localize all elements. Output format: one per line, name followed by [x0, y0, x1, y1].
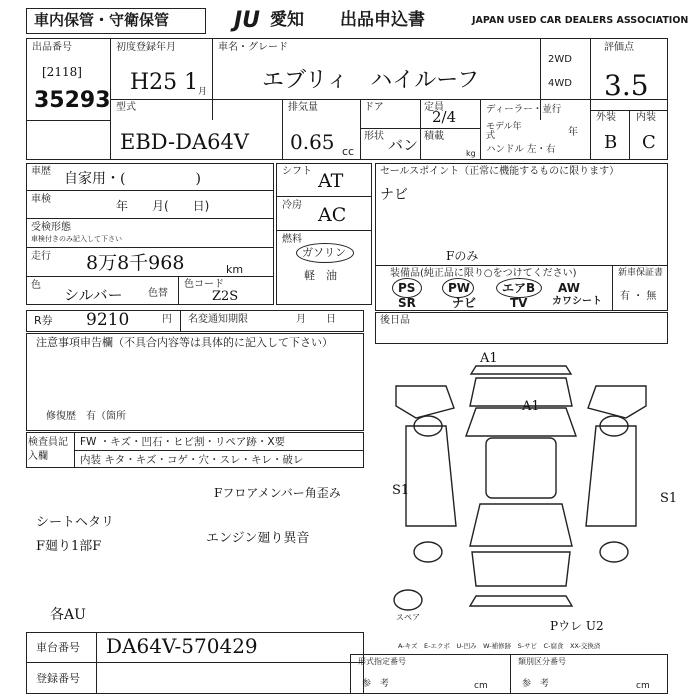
recycle-yen: 円: [162, 314, 172, 325]
interior-row: 内装 キタ・キズ・コゲ・穴・スレ・キレ・破レ: [80, 454, 304, 466]
spare-tire: [394, 590, 422, 610]
repair-history: 修復歴 有（箇所: [46, 411, 126, 422]
year-mark: 年: [568, 127, 578, 138]
equip-leather: カワシート: [552, 296, 602, 307]
sales-point-block: [375, 163, 668, 266]
equip-airbag: エアB: [502, 281, 536, 295]
mark-s1-left: S1: [392, 483, 410, 498]
interior-label: 内装: [636, 112, 656, 123]
model-year-label: モデル年式: [486, 122, 522, 141]
note-engine: エンジン廻り異音: [206, 531, 310, 546]
notes-label: 注意事項申告欄（不具合内容等は具体的に記入して下さい）: [36, 336, 333, 349]
model-name: エブリィ ハイルーフ: [262, 68, 480, 93]
aircon-value: AC: [318, 204, 347, 226]
reg-label: 登録番号: [36, 672, 80, 685]
shape-value: バン: [388, 136, 419, 154]
displacement-label: 排気量: [288, 102, 318, 113]
dealer-label: ディーラー・並行: [486, 104, 562, 115]
note-floor-member: Fフロアメンバー角歪み: [214, 486, 341, 500]
equip-pw-circle: [442, 278, 474, 298]
first-reg-label: 初度登録年月: [116, 42, 176, 53]
front-left-fender: [396, 386, 454, 418]
later-goods-label: 後日品: [380, 315, 410, 326]
right-side: [586, 426, 636, 526]
front-bumper: [471, 366, 571, 374]
spare-label: スペア: [396, 613, 420, 622]
recv-form-label: 受検形態: [31, 222, 71, 233]
history-label: 車歴: [31, 166, 51, 177]
ju-logo: JU: [234, 8, 261, 33]
kg-unit: kg: [466, 149, 476, 158]
lot-bracket: [2118]: [42, 65, 82, 79]
car-diagram: [376, 346, 668, 616]
equip-pw: PW: [448, 281, 471, 295]
model-type-value: EBD-DA64V: [120, 130, 249, 154]
displacement-value: 0.65: [290, 130, 335, 154]
left-side: [406, 426, 456, 526]
equip-aw: AW: [558, 281, 580, 295]
fuel-label: 燃料: [282, 234, 302, 245]
association-name: JAPAN USED CAR DEALERS ASSOCIATION: [472, 15, 689, 26]
equipment-label: 装備品(純正品に限り○をつけてください): [390, 268, 577, 279]
bottom-left-2: 参 考: [362, 679, 390, 689]
mark-s1-right: S1: [660, 491, 678, 506]
aircon-label: 冷房: [282, 200, 302, 211]
shift-label: シフト: [282, 166, 312, 177]
chassis-value: DA64V-570429: [106, 634, 258, 658]
first-reg-month: 月: [198, 87, 208, 97]
name-change-date: 月 日: [296, 314, 336, 325]
mileage-label: 走行: [31, 251, 51, 262]
damage-legend: A-キズ E-エクボ U-凹み W-補修跡 S-サビ C-腐食 XX-交換済: [398, 642, 601, 650]
recycle-value: 9210: [86, 310, 130, 330]
fuel-value: ガソリン: [302, 246, 346, 259]
model-type-label: 型式: [116, 102, 136, 113]
score-value: 3.5: [604, 69, 649, 102]
equip-ps: PS: [398, 281, 416, 295]
equip-tv: TV: [510, 296, 528, 310]
recv-form-note: 車検付きのみ記入して下さい: [31, 235, 122, 243]
warranty-values: 有 ・ 無: [620, 291, 657, 302]
handle-label: ハンドル 左・右: [486, 144, 556, 155]
sales-point-label: セールスポイント（正常に機能するものに限ります）: [380, 166, 620, 177]
front-right-fender: [588, 386, 646, 418]
roof: [486, 438, 556, 498]
shape-label: 形状: [364, 131, 384, 142]
hood: [470, 378, 572, 406]
load-label: 積載: [424, 131, 444, 142]
inspection-label: 車検: [31, 194, 51, 205]
color-value: シルバー: [64, 286, 123, 304]
interior-grade: C: [642, 132, 656, 153]
lot-number: 35293: [34, 88, 111, 113]
equip-sr: SR: [398, 296, 416, 310]
windshield: [466, 408, 576, 436]
warranty-label: 新車保証書: [618, 268, 664, 278]
rear-window: [470, 504, 572, 546]
equip-navi: ナビ: [452, 296, 477, 310]
equip-airbag-circle: [496, 278, 542, 298]
recycle-label: R券: [34, 314, 53, 327]
color-change-label: 色替: [148, 288, 168, 299]
exterior-grade: B: [604, 132, 618, 153]
header-region: 愛知: [270, 10, 304, 30]
exterior-label: 外装: [596, 112, 616, 123]
note-seat: シートヘタリ: [36, 515, 115, 530]
door-label: ドア: [364, 102, 384, 113]
later-goods-block: [375, 312, 668, 344]
wheel-rear-left: [414, 542, 442, 562]
name-change-label: 名変通知期限: [188, 314, 248, 325]
mark-rear: Pウレ U2: [550, 619, 604, 633]
mark-a1-top: A1: [480, 351, 498, 366]
note-front: F廻り1部F: [36, 539, 102, 554]
sales-point-value: ナビ: [380, 187, 408, 203]
note-each-au: 各AU: [50, 607, 86, 623]
mileage-value: 8万8千968: [86, 252, 185, 274]
capacity-label: 定員: [424, 102, 444, 113]
color-label: 色: [31, 280, 41, 291]
inspection-date: 年 月( 日): [116, 199, 210, 213]
score-label: 評価点: [604, 42, 634, 53]
equip-ps-circle: [392, 278, 422, 298]
lot-no-label: 出品番号: [32, 42, 72, 53]
bottom-left-cm: cm: [474, 681, 488, 691]
chassis-label: 車台番号: [36, 641, 80, 654]
model-grade-label: 車名・グレード: [218, 42, 288, 53]
bottom-right-1: 類別区分番号: [518, 657, 566, 666]
bottom-left-1: 形式指定番号: [358, 657, 406, 666]
f-only-note: Fのみ: [446, 249, 479, 263]
fw-row: FW ・キズ・凹石・ヒビ割・リペア跡・X要: [80, 436, 286, 448]
drive-4wd: 4WD: [548, 78, 572, 89]
capacity-value: 2/4: [432, 108, 457, 126]
rear-bumper: [470, 596, 572, 606]
color-code-label: 色コード: [184, 279, 224, 290]
doc-title: 出品申込書: [340, 10, 425, 30]
shift-value: AT: [318, 170, 344, 192]
bottom-right-2: 参 考: [522, 679, 550, 689]
first-reg-value: H25 1: [130, 70, 199, 95]
cc-unit: cc: [342, 145, 355, 158]
header-title: 車内保管・守衛保管: [34, 11, 170, 29]
diesel-label: 軽 油: [304, 269, 337, 282]
drive-2wd: 2WD: [548, 54, 572, 65]
bottom-right-cm: cm: [636, 681, 650, 691]
tailgate: [472, 552, 570, 586]
history-value: 自家用・( ): [64, 171, 201, 187]
color-code-value: Z2S: [212, 289, 239, 304]
wheel-rear-right: [600, 542, 628, 562]
inspector-label: 検査員記入欄: [28, 437, 68, 462]
km-unit: km: [226, 263, 244, 276]
mark-a1-roof: A1: [522, 399, 540, 414]
